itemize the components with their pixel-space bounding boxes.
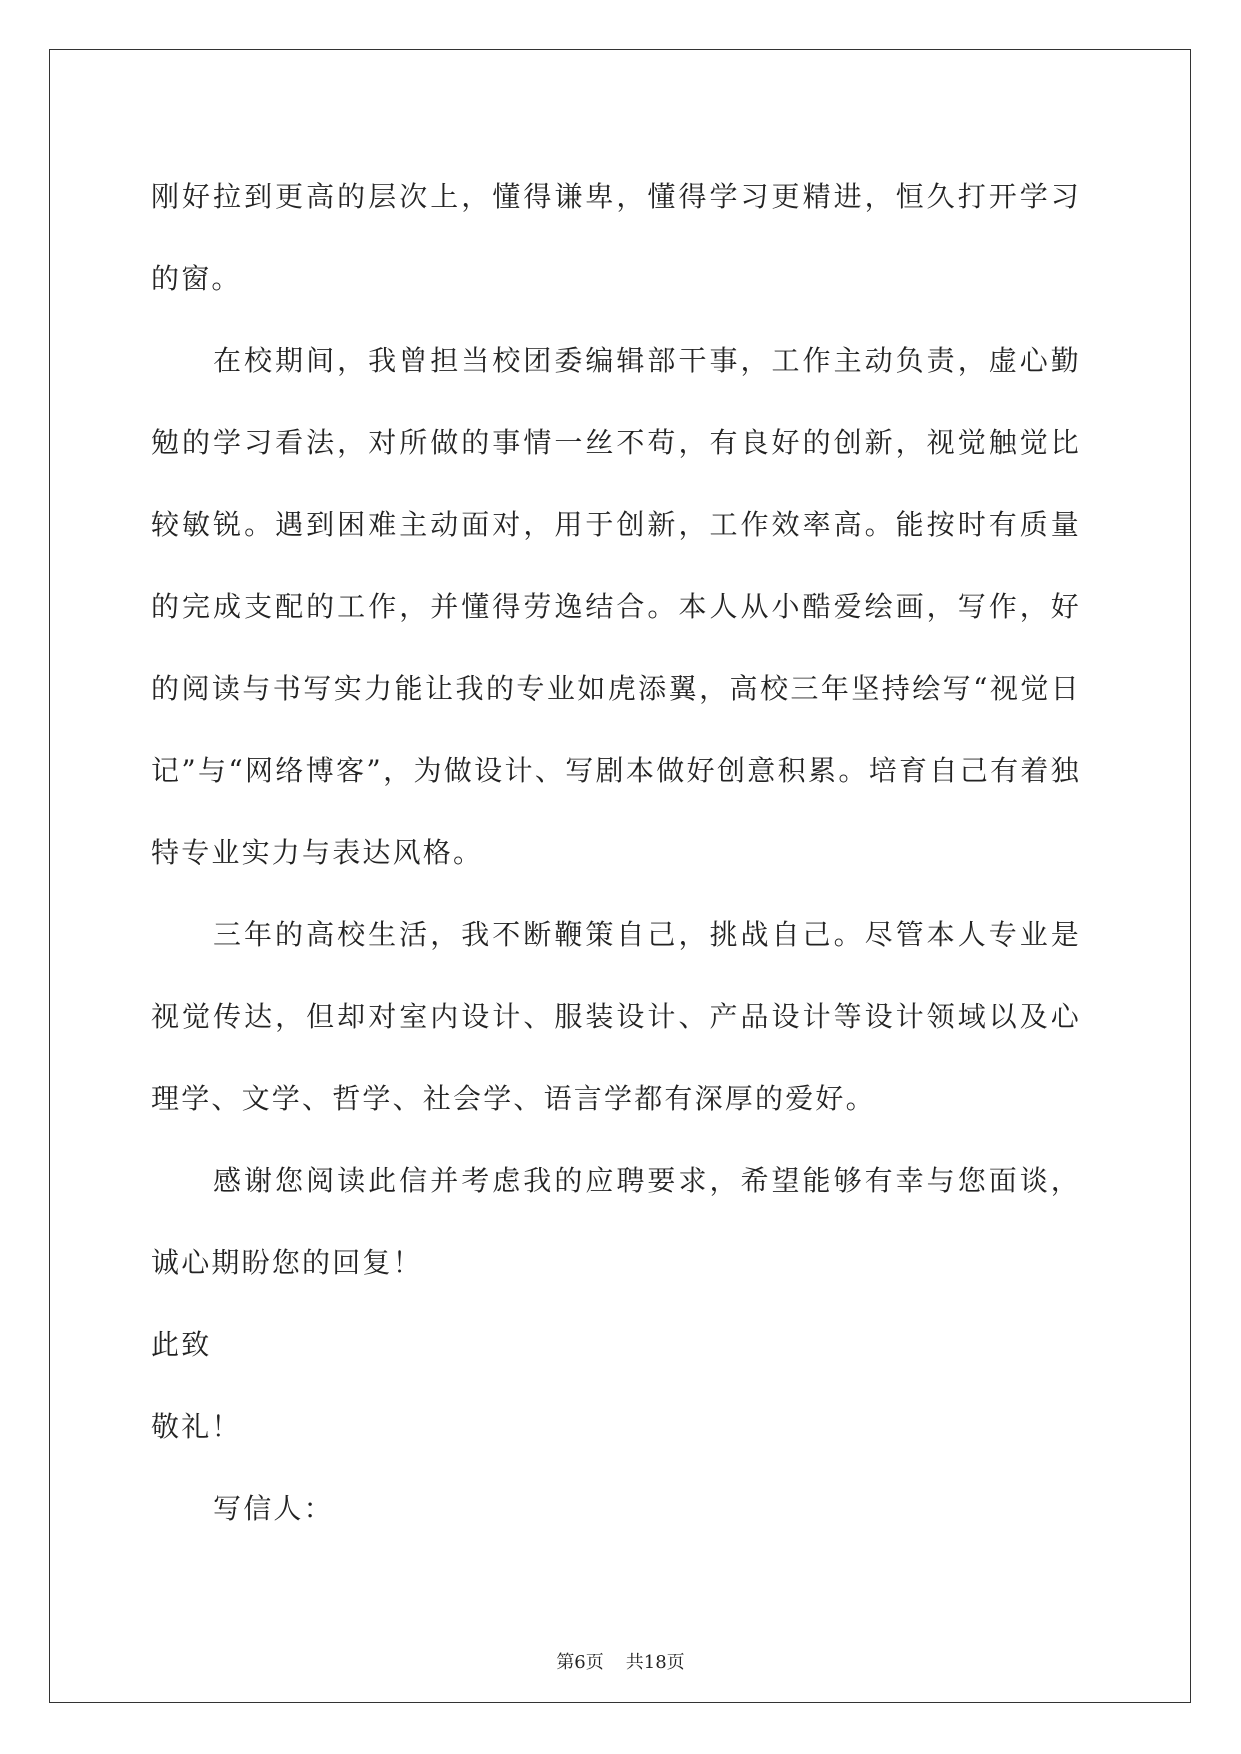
paragraph-school-experience: 在校期间，我曾担当校团委编辑部干事，工作主动负责，虚心勤勉的学习看法，对所做的事情一丝不苟，有良好的创新，视觉触觉比较敏锐。遇到困难主动面对，用于创新，工作效率高。能按时有质量的完成支配的工作，并懂得劳逸结合。本人从小酷爱绘画，写作，好的阅读与书写实力能让我的专业如虎添翼，高校三年坚持绘写“视觉日记”与“网络博客”，为做设计、写剧本做好创意积累。培育自己有着独特专业实力与表达风格。 <box>151 344 1081 869</box>
closing-regards: 敬礼！ <box>151 1410 242 1443</box>
letter-body <box>151 156 1081 1550</box>
paragraph-university-life: 三年的高校生活，我不断鞭策自己，挑战自己。尽管本人专业是视觉传达，但却对室内设计、服装设计、产品设计等设计领域以及心理学、文学、哲学、社会学、语言学都有深厚的爱好。 <box>151 918 1081 1115</box>
signature-line: 写信人： <box>213 1492 334 1525</box>
closing-salutation: 此致 <box>151 1328 212 1361</box>
paragraph-continuation: 刚好拉到更高的层次上，懂得谦卑，懂得学习更精进，恒久打开学习的窗。 <box>151 180 1081 295</box>
page-total: 共18页 <box>625 1652 685 1673</box>
paragraph-thanks: 感谢您阅读此信并考虑我的应聘要求，希望能够有幸与您面谈，诚心期盼您的回复！ <box>151 1164 1081 1279</box>
page-number: 第6页 <box>556 1652 604 1673</box>
page-footer <box>0 1648 1241 1674</box>
